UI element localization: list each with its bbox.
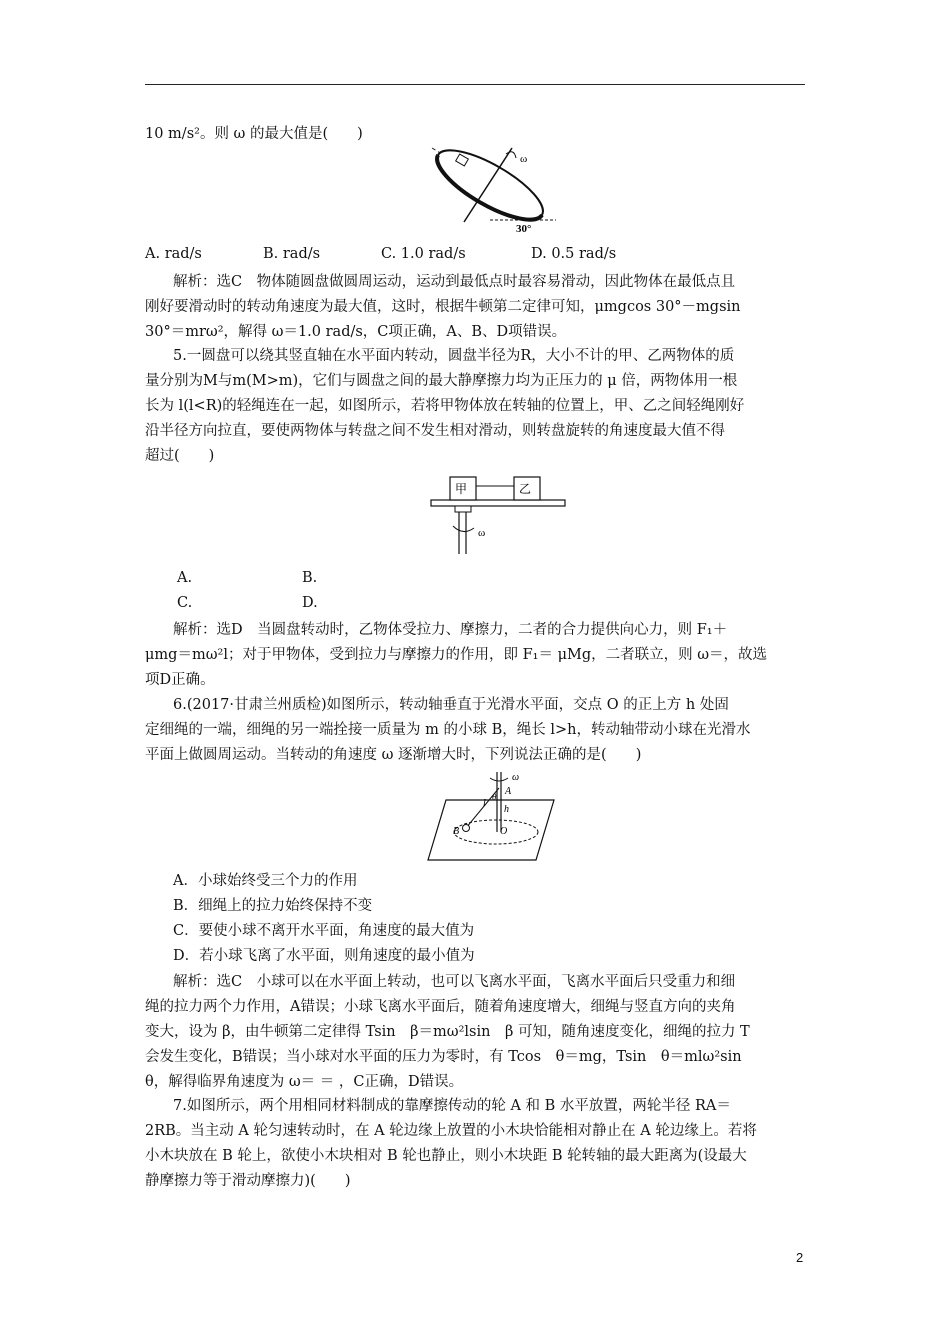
q5-fig-yi: 乙 bbox=[519, 482, 532, 496]
q4-stem-end: 10 m/s²。则 ω 的最大值是( ) bbox=[145, 126, 363, 142]
q6-figure-pendulum bbox=[426, 768, 556, 864]
q5-stem-1: 5.一圆盘可以绕其竖直轴在水平面内转动，圆盘半径为R，大小不计的甲、乙两物体的质 bbox=[173, 348, 735, 364]
q5-analysis-2: μmg＝mω²l；对于甲物体，受到拉力与摩擦力的作用，即 F₁＝ μMg，二者联立，则 ω＝，故选 bbox=[145, 647, 768, 663]
q6-option-d: D．若小球飞离了水平面，则角速度的最小值为 bbox=[173, 948, 475, 964]
q6-fig-o: O bbox=[500, 826, 508, 837]
q5-stem-3: 长为 l(l<R)的轻绳连在一起，如图所示，若将甲物体放在转轴的位置上，甲、乙之间轻绳刚好 bbox=[145, 398, 745, 414]
q5-fig-jia: 甲 bbox=[455, 482, 468, 496]
q6-analysis-4: 会发生变化，B错误；当小球对水平面的压力为零时，有 Tcos θ＝mg，Tsin θ＝mlω²sin bbox=[145, 1049, 742, 1065]
q4-options bbox=[145, 244, 616, 264]
q6-option-c: C．要使小球不离开水平面，角速度的最大值为 bbox=[173, 923, 475, 939]
q6-analysis-1: 解析：选C 小球可以在水平面上转动，也可以飞离水平面，飞离水平面后只受重力和细 bbox=[173, 974, 736, 990]
q4-option-c: C. 1.0 rad/s bbox=[381, 246, 466, 262]
q4-fig-omega: ω bbox=[520, 153, 528, 165]
page-number: 2 bbox=[796, 1250, 804, 1265]
q5-stem-4: 沿半径方向拉直，要使两物体与转盘之间不发生相对滑动，则转盘旋转的角速度最大值不得 bbox=[145, 423, 725, 439]
q4-option-b: B. rad/s bbox=[263, 246, 321, 262]
q7-stem-4: 静摩擦力等于滑动摩擦力)( ) bbox=[145, 1173, 351, 1189]
q5-option-b: B. bbox=[302, 570, 318, 586]
q6-analysis-2: 绳的拉力两个力作用，A错误；小球飞离水平面后，随着角速度增大，细绳与竖直方向的夹角 bbox=[145, 999, 736, 1015]
q6-fig-omega: ω bbox=[512, 772, 520, 783]
q5-figure-turntable bbox=[428, 474, 568, 560]
q6-fig-b: B bbox=[453, 826, 460, 837]
q6-option-a: A．小球始终受三个力的作用 bbox=[173, 873, 358, 889]
q5-fig-omega: ω bbox=[478, 527, 486, 539]
q7-stem-1: 7.如图所示，两个用相同材料制成的靠摩擦传动的轮 A 和 B 水平放置，两轮半径 RA＝ bbox=[173, 1098, 731, 1114]
q4-fig-angle: 30° bbox=[516, 223, 532, 235]
q5-option-d: D. bbox=[302, 595, 318, 611]
q6-fig-theta: θ bbox=[492, 792, 497, 802]
q6-analysis-5: θ，解得临界角速度为 ω＝ ＝ ，C正确，D错误。 bbox=[145, 1074, 464, 1090]
q6-fig-l: l bbox=[483, 798, 486, 809]
q6-option-b: B．细绳上的拉力始终保持不变 bbox=[173, 898, 373, 914]
q5-stem-2: 量分别为M与m(M>m)，它们与圆盘之间的最大静摩擦力均为正压力的 μ 倍，两物体用一根 bbox=[145, 373, 738, 389]
header-rule bbox=[145, 84, 805, 85]
q7-stem-3: 小木块放在 B 轮上，欲使小木块相对 B 轮也静止，则小木块距 B 轮转轴的最大距离为(设最大 bbox=[145, 1148, 747, 1164]
q6-stem-2: 定细绳的一端，细绳的另一端拴接一质量为 m 的小球 B，绳长 l>h，转动轴带动小球在光滑水 bbox=[145, 722, 751, 738]
q5-option-a: A. bbox=[177, 570, 193, 586]
q5-analysis-3: 项D正确。 bbox=[145, 672, 215, 688]
q6-stem-1: 6.(2017·甘肃兰州质检)如图所示，转动轴垂直于光滑水平面，交点 O 的正上方 h 处固 bbox=[173, 697, 729, 713]
q4-analysis-3: 30°＝mrω²，解得 ω＝1.0 rad/s，C项正确，A、B、D项错误。 bbox=[145, 324, 567, 340]
q5-stem-5: 超过( ) bbox=[145, 448, 215, 464]
q7-stem-2: 2RB。当主动 A 轮匀速转动时，在 A 轮边缘上放置的小木块恰能相对静止在 A 轮边缘上。若将 bbox=[145, 1123, 757, 1139]
q5-option-c: C. bbox=[177, 595, 193, 611]
q4-analysis-1: 解析：选C 物体随圆盘做圆周运动，运动到最低点时最容易滑动，因此物体在最低点且 bbox=[173, 274, 736, 290]
q4-figure-tilted-disk bbox=[420, 140, 560, 240]
q6-fig-h: h bbox=[504, 804, 509, 815]
q6-fig-a: A bbox=[505, 786, 512, 797]
q6-stem-3: 平面上做圆周运动。当转动的角速度 ω 逐渐增大时，下列说法正确的是( ) bbox=[145, 747, 642, 763]
q5-options-row-1 bbox=[145, 568, 317, 588]
q6-analysis-3: 变大，设为 β，由牛顿第二定律得 Tsin β＝mω²lsin β 可知，随角速度变化，细绳的拉力 T bbox=[145, 1024, 750, 1040]
q5-options-row-2 bbox=[145, 593, 318, 613]
q4-option-a: A. rad/s bbox=[145, 246, 202, 262]
q4-option-d: D. 0.5 rad/s bbox=[531, 246, 617, 262]
q4-analysis-2: 刚好要滑动时的转动角速度为最大值，这时，根据牛顿第二定律可知，μmgcos 30°－mgsin bbox=[145, 299, 741, 315]
q5-analysis-1: 解析：选D 当圆盘转动时，乙物体受拉力、摩擦力，二者的合力提供向心力，则 F₁＋ bbox=[173, 622, 728, 638]
